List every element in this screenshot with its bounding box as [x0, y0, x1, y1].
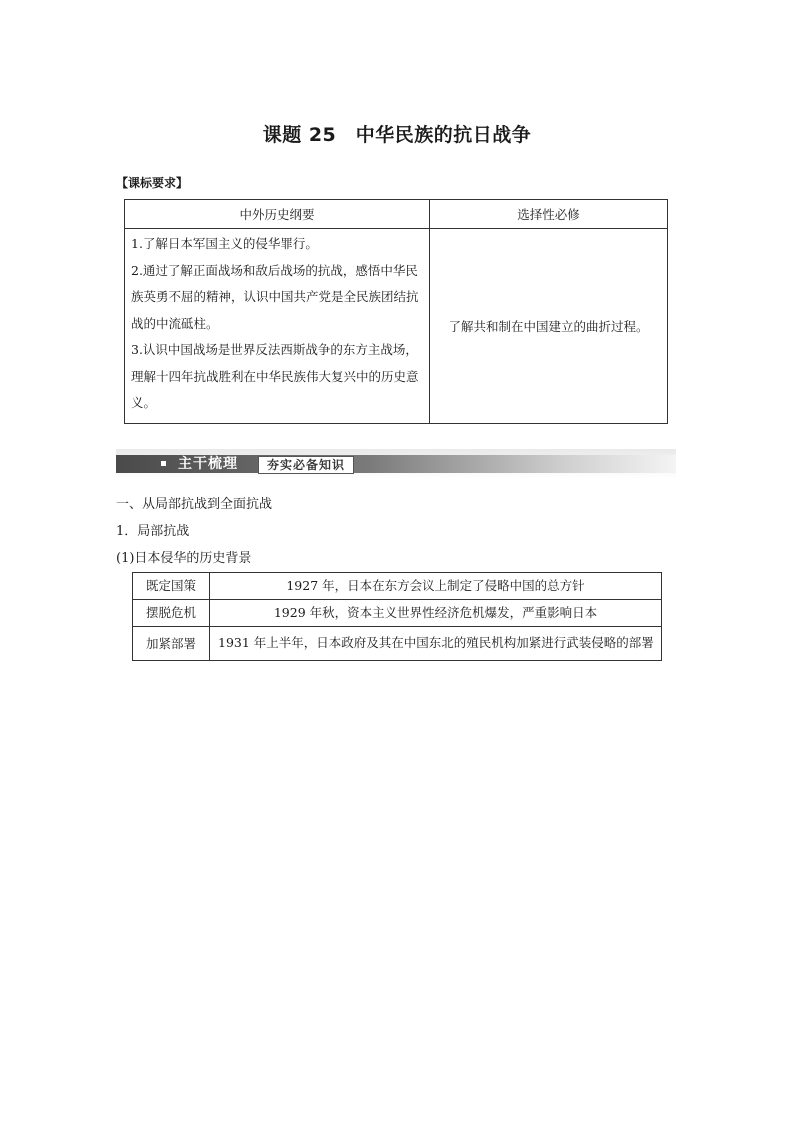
row-label: 加紧部署 [133, 627, 210, 661]
elective-requirement: 了解共和制在中国建立的曲折过程。 [430, 229, 668, 424]
requirement-item: 1.了解日本军国主义的侵华罪行。 [131, 236, 318, 251]
table-row [133, 573, 662, 600]
background-table [132, 572, 662, 661]
page-title: 课题 25 中华民族的抗日战争 [262, 124, 532, 146]
row-label: 既定国策 [133, 573, 210, 600]
table-row [133, 600, 662, 627]
row-text: 1927 年，日本在东方会议上制定了侵略中国的总方针 [210, 573, 662, 600]
outline-requirements [125, 229, 430, 424]
square-bullet-icon [161, 461, 166, 466]
banner-bar [116, 455, 676, 473]
heading-level-1: 一、从局部抗战到全面抗战 [116, 497, 273, 512]
requirement-item: 3.认识中国战场是世界反法西斯战争的东方主战场，理解十四年抗战胜利在中华民族伟大复兴中的历史意义。 [131, 342, 419, 410]
header-elective: 选择性必修 [430, 200, 668, 229]
requirements-table [124, 199, 668, 424]
table-row [125, 229, 668, 424]
row-label: 摆脱危机 [133, 600, 210, 627]
curriculum-label: 【课标要求】 [116, 176, 189, 190]
row-text: 1929 年秋，资本主义世界性经济危机爆发，严重影响日本 [210, 600, 662, 627]
section-banner [116, 449, 676, 479]
requirement-item: 2.通过了解正面战场和敌后战场的抗战，感悟中华民族英勇不屈的精神，认识中国共产党是全民族团结抗战的中流砥柱。 [131, 262, 419, 331]
heading-level-2: 1．局部抗战 [116, 524, 190, 539]
table-header-row [125, 200, 668, 229]
banner-subtitle: 夯实必备知识 [258, 456, 354, 474]
heading-level-3: (1)日本侵华的历史背景 [116, 551, 252, 566]
table-row [133, 627, 662, 661]
banner-title: 主干梳理 [178, 456, 238, 472]
row-text: 1931 年上半年，日本政府及其在中国东北的殖民机构加紧进行武装侵略的部署 [210, 627, 662, 661]
header-outline: 中外历史纲要 [125, 200, 430, 229]
